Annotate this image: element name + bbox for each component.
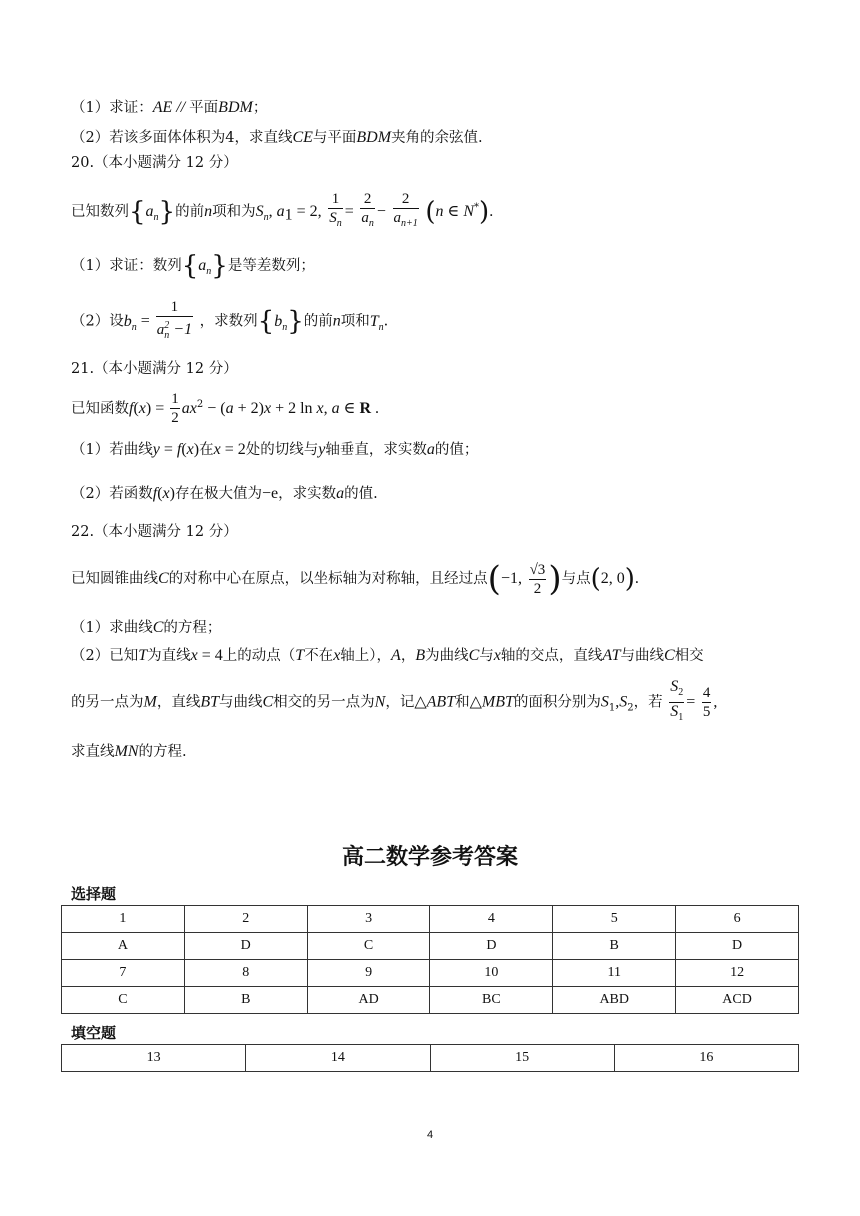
table-cell: 6 bbox=[676, 906, 799, 933]
table-row bbox=[62, 987, 799, 1014]
table-cell: C bbox=[307, 933, 430, 960]
fill-label: 填空题 bbox=[71, 1024, 117, 1042]
q20-header: 20.（本小题满分 12 分） bbox=[71, 155, 238, 171]
table-cell: A bbox=[62, 933, 185, 960]
fill-answer-table bbox=[61, 1044, 799, 1072]
table-cell: AD bbox=[307, 987, 430, 1014]
q20-part2: （2）设$b_n$ = $\frac{1}{a^2_n -1}$ ，求数列$\{b_n\}$的前n项和$T_n$. bbox=[71, 299, 389, 341]
table-row bbox=[62, 1045, 799, 1072]
table-cell: BC bbox=[430, 987, 553, 1014]
page-number: 4 bbox=[426, 1129, 434, 1141]
q21-part1: （1）若曲线y = f(x)在x = 2处的切线与y轴垂直，求实数a的值； bbox=[71, 441, 479, 458]
q22-part2-line2: 的另一点为M，直线BT与曲线C相交的另一点为N，记△ABT和△MBT的面积分别为$S_1,S_2$，若 $\frac{S_2}{S_1}$ = $\frac{4}{5}$ , bbox=[71, 678, 718, 723]
table-cell: 15 bbox=[430, 1045, 614, 1072]
table-cell: B bbox=[553, 933, 676, 960]
table-cell: 14 bbox=[246, 1045, 430, 1072]
q22-part2-line1: （2）已知T为直线x = 4上的动点（T不在x轴上），A，B为曲线C与x轴的交点，直线AT与曲线C相交 bbox=[71, 647, 704, 664]
q22-part2-line3: 求直线MN的方程. bbox=[71, 743, 187, 760]
table-cell: D bbox=[676, 933, 799, 960]
table-cell: 12 bbox=[676, 960, 799, 987]
table-cell: D bbox=[430, 933, 553, 960]
table-cell: 16 bbox=[614, 1045, 798, 1072]
q21-part2: （2）若函数f(x)存在极大值为−e，求实数a的值. bbox=[71, 485, 378, 502]
table-cell: 9 bbox=[307, 960, 430, 987]
table-cell: 7 bbox=[62, 960, 185, 987]
choice-answer-table bbox=[61, 905, 799, 1014]
answers-title: 高二数学参考答案 bbox=[341, 845, 518, 870]
q22-header: 22.（本小题满分 12 分） bbox=[71, 524, 238, 540]
table-cell: 11 bbox=[553, 960, 676, 987]
q21-stem: 已知函数f(x) = $\frac{1}{2}$ $ax^2 - (a + 2)x + 2$ ln x, a ∈ R . bbox=[71, 391, 380, 427]
table-row bbox=[62, 906, 799, 933]
table-cell: ACD bbox=[676, 987, 799, 1014]
table-cell: ABD bbox=[553, 987, 676, 1014]
q19-part1: （1）求证：AE // 平面BDM； bbox=[71, 99, 268, 116]
table-cell: B bbox=[184, 987, 307, 1014]
table-cell: 1 bbox=[62, 906, 185, 933]
table-cell: 8 bbox=[184, 960, 307, 987]
q22-part1: （1）求曲线C的方程； bbox=[71, 619, 222, 636]
table-cell: 5 bbox=[553, 906, 676, 933]
q19-part2: （2）若该多面体体积为4，求直线CE与平面BDM夹角的余弦值. bbox=[71, 129, 483, 146]
table-cell: 4 bbox=[430, 906, 553, 933]
table-row bbox=[62, 960, 799, 987]
table-cell: 10 bbox=[430, 960, 553, 987]
table-cell: C bbox=[62, 987, 185, 1014]
table-row bbox=[62, 933, 799, 960]
table-cell: D bbox=[184, 933, 307, 960]
q21-header: 21.（本小题满分 12 分） bbox=[71, 361, 238, 377]
q20-stem: 已知数列$\{a_n\}$的前n项和为$S_n$, $a_1 = 2$, $\frac{1}{S_n}$ = $\frac{2}{a_n}$ − $\frac{2}{a_{n+1}}$ (n ∈ N*). bbox=[71, 191, 494, 230]
q20-part1: （1）求证：数列$\{a_n\}$是等差数列； bbox=[71, 251, 315, 281]
table-cell: 13 bbox=[62, 1045, 246, 1072]
table-cell: 2 bbox=[184, 906, 307, 933]
q22-stem: 已知圆锥曲线C的对称中心在原点，以坐标轴为对称轴，且经过点(−1, $\frac{√3}{2}$ )与点(2, 0). bbox=[71, 559, 639, 599]
table-cell: 3 bbox=[307, 906, 430, 933]
choice-label: 选择题 bbox=[71, 885, 117, 903]
